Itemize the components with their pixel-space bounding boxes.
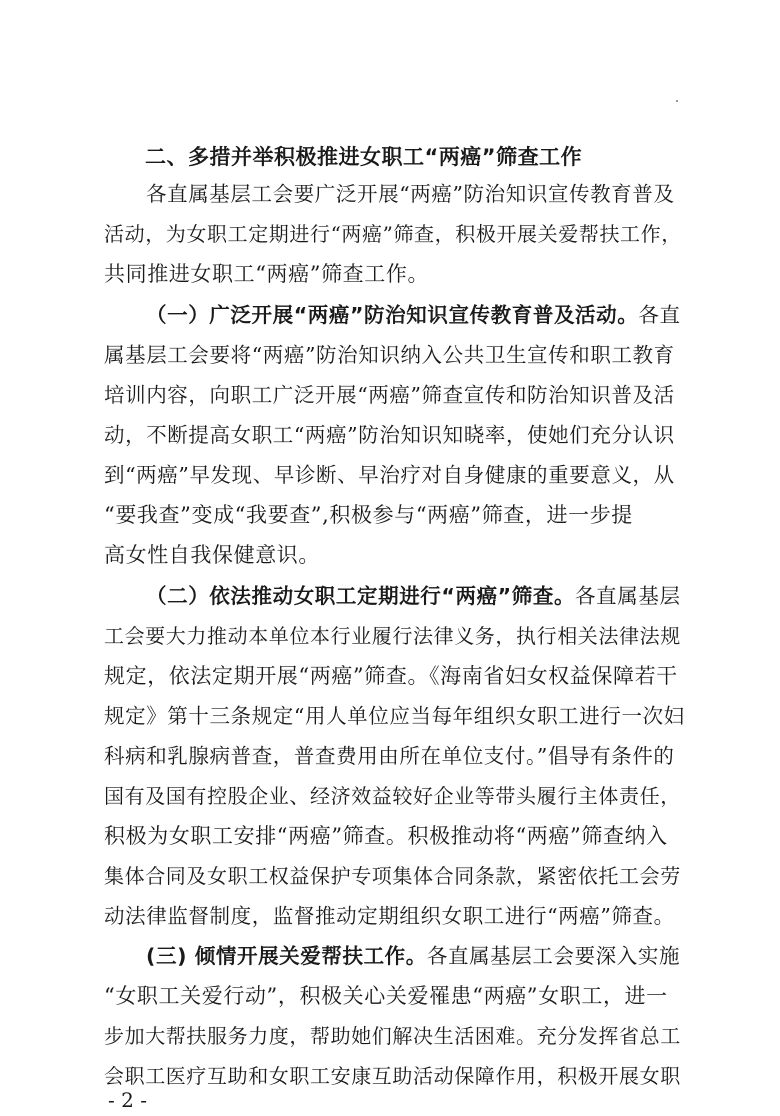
paragraph-3-line-3: 规定，依法定期开展“两癌”筛查。《海南省妇女权益保障若干 — [104, 664, 678, 688]
paragraph-2-line-7: 高女性自我保健意识。 — [104, 543, 320, 567]
subsection-2-title: （二）依法推动女职工定期进行“两癌”筛查。 — [146, 584, 576, 608]
paragraph-3-line-9: 动法律监督制度，监督推动定期组织女职工进行“两癌”筛查。 — [104, 904, 675, 928]
subsection-1-title: （一）广泛开展“两癌”防治知识宣传教育普及活动。 — [146, 303, 639, 327]
section-heading: 二、多措并举积极推进女职工“两癌”筛查工作 — [145, 145, 583, 169]
scan-speck — [676, 100, 678, 102]
paragraph-4-line-4: 会职工医疗互助和女职工安康互助活动保障作用，积极开展女职 — [104, 1064, 681, 1088]
paragraph-1-line-2: 活动，为女职工定期进行“两癌”筛查，积极开展关爱帮扶工作， — [104, 222, 682, 246]
paragraph-3-lead: 各直属基层 — [575, 584, 681, 608]
paragraph-3-line-5: 科病和乳腺病普查，普查费用由所在单位支付。”倡导有条件的 — [104, 744, 675, 768]
paragraph-3-line-7: 积极为女职工安排“两癌”筛查。积极推动将“两癌”筛查纳入 — [104, 824, 668, 848]
paragraph-2-line-4: 动，不断提高女职工“两癌”防治知识知晓率，使她们充分认识 — [104, 423, 675, 447]
paragraph-3-line-2: 工会要大力推动本单位本行业履行法律义务，执行相关法律法规 — [104, 624, 681, 648]
paragraph-3-line-8: 集体合同及女职工权益保护专项集体合同条款，紧密依托工会劳 — [104, 864, 681, 888]
subsection-3-title: (三) 倾情开展关爱帮扶工作。 — [146, 944, 427, 968]
paragraph-2-line-6: “要我查”变成“我要查”,积极参与“两癌”筛查，进一步提 — [104, 503, 633, 527]
paragraph-2-line-3: 培训内容，向职工广泛开展“两癌”筛查宣传和防治知识普及活 — [104, 383, 675, 407]
paragraph-3-line-6: 国有及国有控股企业、经济效益较好企业等带头履行主体责任， — [104, 784, 681, 808]
paragraph-3-line-4: 规定》第十三条规定“用人单位应当每年组织女职工进行一次妇 — [104, 704, 685, 728]
paragraph-2-line-1 — [146, 302, 681, 328]
paragraph-2-line-5: 到“两癌”早发现、早诊断、早治疗对自身健康的重要意义，从 — [104, 463, 675, 487]
paragraph-4-lead: 各直属基层工会要深入实施 — [426, 944, 681, 968]
paragraph-4-line-1 — [146, 943, 680, 969]
page-number: - 2 - — [108, 1088, 147, 1112]
paragraph-3-line-1 — [146, 583, 681, 609]
paragraph-4-line-2: “女职工关爱行动”，积极关心关爱罹患“两癌”女职工，进一 — [104, 984, 668, 1008]
paragraph-1-line-1: 各直属基层工会要广泛开展“两癌”防治知识宣传教育普及 — [146, 182, 675, 206]
paragraph-2-lead: 各直 — [638, 303, 681, 327]
paragraph-1-line-3: 共同推进女职工“两癌”筛查工作。 — [104, 262, 430, 286]
paragraph-2-line-2: 属基层工会要将“两癌”防治知识纳入公共卫生宣传和职工教育 — [104, 343, 675, 367]
paragraph-4-line-3: 步加大帮扶服务力度，帮助她们解决生活困难。充分发挥省总工 — [104, 1024, 681, 1048]
